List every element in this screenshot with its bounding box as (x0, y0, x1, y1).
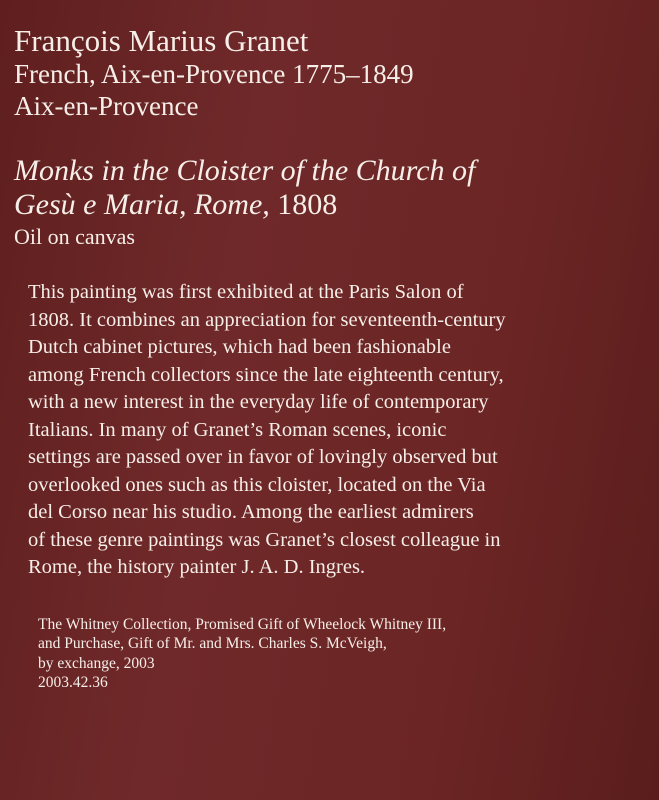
artist-nationality-dates: French, Aix-en-Provence 1775–1849 (14, 59, 414, 89)
description-line: 1808. It combines an appreciation for seventeenth-century (28, 308, 506, 331)
artist-location: Aix-en-Provence (14, 91, 199, 121)
description-line: overlooked ones such as this cloister, located on the Via (28, 473, 486, 496)
description-line: settings are passed over in favor of lovingly observed but (28, 446, 498, 468)
description-line: with a new interest in the everyday life of contemporary (28, 391, 489, 413)
credit-line-text: The Whitney Collection, Promised Gift of Wheelock Whitney III, (38, 615, 447, 633)
description-line: Italians. In many of Granet’s Roman scenes, iconic (28, 418, 447, 441)
description-line: of these genre paintings was Granet’s closest colleague in (28, 528, 501, 551)
artwork-year: 1808 (277, 188, 338, 221)
description-line: Rome, the history painter J. A. D. Ingres. (28, 556, 366, 578)
description-line: among French collectors since the late eighteenth century, (28, 363, 504, 386)
artist-name: François Marius Granet (14, 23, 309, 58)
description-line: del Corso near his studio. Among the earliest admirers (28, 501, 474, 523)
artwork-title-line-1: Monks in the Cloister of the Church of (14, 154, 476, 187)
description-paragraph (14, 279, 628, 582)
description-line: This painting was first exhibited at the Paris Salon of (28, 281, 464, 303)
artwork-medium: Oil on canvas (14, 224, 135, 249)
artwork-title-line-2 (14, 188, 639, 222)
description-line: Dutch cabinet pictures, which had been fashionable (28, 336, 451, 358)
credit-line-text: by exchange, 2003 (38, 654, 155, 672)
credit-line-text: and Purchase, Gift of Mr. and Mrs. Charles S. McVeigh, (38, 635, 387, 652)
accession-number: 2003.42.36 (38, 674, 108, 691)
artwork-title-line-2-text: Gesù e Maria, Rome, (14, 188, 270, 221)
credit-line (14, 615, 639, 693)
artwork-title (14, 154, 639, 222)
